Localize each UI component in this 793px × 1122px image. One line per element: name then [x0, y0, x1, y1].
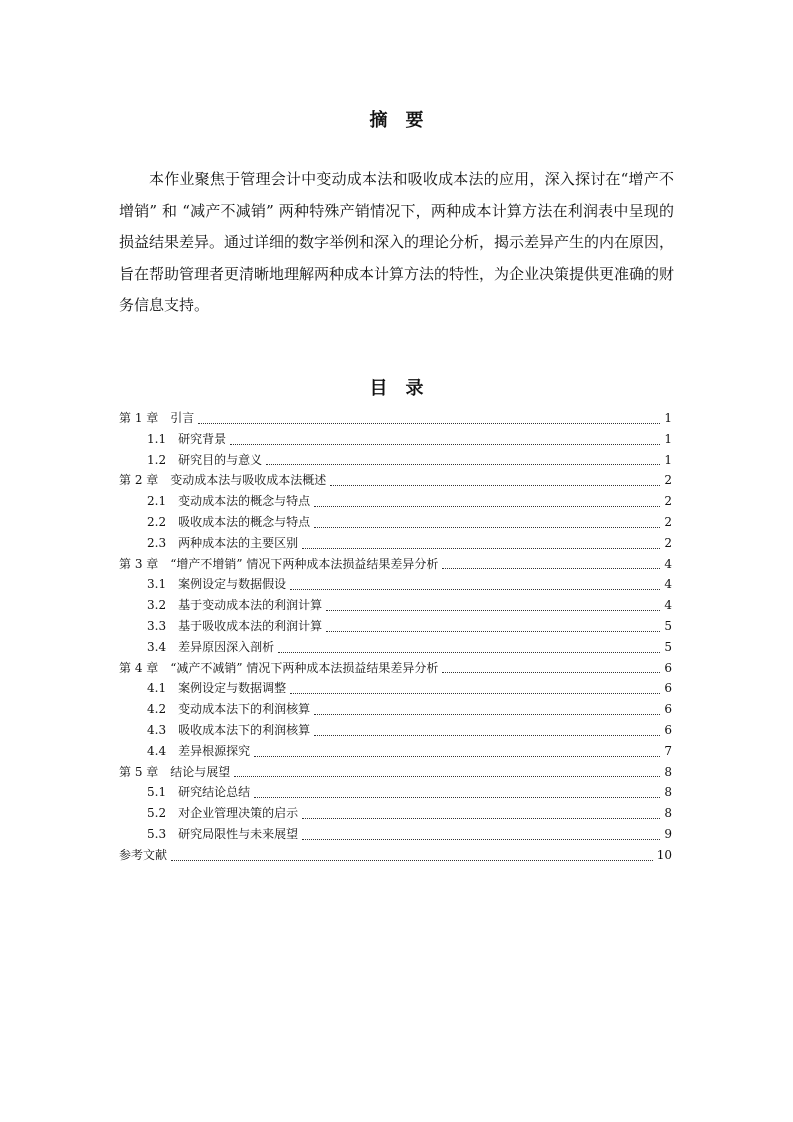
- toc-entry-text: 吸收成本法的概念与特点: [178, 514, 311, 529]
- toc-entry-label: [119, 658, 440, 679]
- toc-entry-number: 第 2 章: [119, 473, 159, 488]
- toc-entry-number: 第 4 章: [119, 660, 159, 675]
- toc-entry-label: [147, 491, 312, 512]
- toc-entry-text: 案例设定与数据调整: [178, 681, 287, 696]
- toc-entry-number: 4.3: [147, 722, 167, 737]
- toc-entry[interactable]: [119, 845, 672, 866]
- toc-entry-page-number: 1: [664, 411, 672, 425]
- toc-entry-label: [147, 512, 312, 533]
- toc-entry[interactable]: [119, 741, 672, 762]
- toc-entry[interactable]: [119, 429, 672, 450]
- toc-leader-dots: [442, 568, 660, 569]
- toc-leader-dots: [314, 735, 660, 736]
- toc-entry-page-number: 4: [664, 598, 672, 613]
- toc-entry-text: 结论与展望: [170, 764, 231, 779]
- toc-entry-label: [147, 616, 324, 637]
- toc-leader-dots: [290, 589, 660, 590]
- toc-entry[interactable]: [119, 762, 672, 783]
- toc-entry[interactable]: [119, 637, 672, 658]
- toc-entry-label: [119, 470, 328, 491]
- toc-entry-text: 基于变动成本法的利润计算: [178, 598, 323, 613]
- toc-entry-label: [147, 782, 252, 803]
- toc-entry-text: “增产不增销” 情况下两种成本法损益结果差异分析: [170, 556, 439, 571]
- toc-entry-label: [147, 803, 300, 824]
- toc-entry-text: 引言: [170, 411, 195, 425]
- toc-entry-text: 研究背景: [178, 431, 227, 446]
- toc-entry-number: 4.1: [147, 681, 167, 696]
- toc-entry[interactable]: [119, 720, 672, 741]
- toc-entry-page-number: 1: [664, 452, 672, 467]
- toc-entry-page-number: 6: [664, 660, 672, 675]
- toc-entry-number: 3.1: [147, 577, 167, 592]
- toc-entry-page-number: 5: [664, 618, 672, 633]
- toc-entry-label: [147, 678, 288, 699]
- toc-entry-label: [147, 824, 300, 845]
- toc-leader-dots: [330, 485, 660, 486]
- toc-entry-number: 第 5 章: [119, 764, 159, 779]
- abstract-title-char-1: 摘: [369, 110, 388, 131]
- toc-entry-number: 3.3: [147, 618, 167, 633]
- toc-entry-page-number: 4: [664, 556, 672, 571]
- toc-entry-label: [119, 845, 169, 866]
- toc-leader-dots: [302, 818, 660, 819]
- toc-entry[interactable]: [119, 491, 672, 512]
- toc-entry-label: [147, 574, 288, 595]
- toc-entry-page-number: 2: [664, 514, 672, 529]
- toc-leader-dots: [234, 776, 660, 777]
- toc-entry-label: [147, 637, 276, 658]
- toc-entry-text: 案例设定与数据假设: [178, 577, 287, 592]
- toc-title-char-1: 目: [369, 378, 388, 399]
- toc-leader-dots: [326, 610, 660, 611]
- toc-entry-label: [147, 720, 312, 741]
- toc-leader-dots: [314, 714, 660, 715]
- abstract-body: 本作业聚焦于管理会计中变动成本法和吸收成本法的应用，深入探讨在“增产不增销” 和 “减产不减销” 两种特殊产销情况下，两种成本计算方法在利润表中呈现的损益结果差异。通过详细的数字举例和深入的理论分析，揭示差异产生的内在原因，旨在帮助管理者更清晰地理解两种成本计算方法的特性，为企业决策提供更准确的财务信息支持。: [119, 170, 675, 314]
- toc-entry-number: 5.2: [147, 806, 167, 821]
- toc-entry-text: 基于吸收成本法的利润计算: [178, 618, 323, 633]
- toc-entry-page-number: 9: [664, 826, 672, 841]
- toc-entry[interactable]: [119, 450, 672, 471]
- toc-leader-dots: [230, 444, 660, 445]
- toc-entry[interactable]: [119, 678, 672, 699]
- toc-entry-number: 4.2: [147, 702, 167, 717]
- toc-entry[interactable]: [119, 512, 672, 533]
- toc-leader-dots: [302, 548, 660, 549]
- toc-title: [0, 374, 793, 400]
- toc-entry[interactable]: [119, 554, 672, 575]
- toc-entry-number: 3.4: [147, 639, 167, 654]
- toc-entry-label: [147, 450, 264, 471]
- toc-leader-dots: [314, 506, 660, 507]
- toc-entry-number: 5.1: [147, 785, 167, 800]
- toc-entry-page-number: 2: [664, 473, 672, 488]
- toc-entry-text: 研究结论总结: [178, 785, 251, 800]
- toc-entry-label: [147, 741, 252, 762]
- toc-entry-page-number: 7: [664, 743, 672, 758]
- abstract-title: [0, 106, 793, 132]
- toc-entry[interactable]: [119, 595, 672, 616]
- toc-entry-text: 参考文献: [119, 847, 168, 862]
- toc-entry[interactable]: [119, 782, 672, 803]
- toc-entry[interactable]: [119, 803, 672, 824]
- toc-entry-number: 5.3: [147, 826, 167, 841]
- toc-leader-dots: [326, 631, 660, 632]
- toc-entry-label: [119, 762, 232, 783]
- toc-leader-dots: [302, 839, 660, 840]
- toc-entry-number: 第 3 章: [119, 556, 159, 571]
- toc-entry-number: 2.1: [147, 494, 167, 509]
- toc-entry[interactable]: [119, 616, 672, 637]
- toc-entry[interactable]: [119, 699, 672, 720]
- toc-entry-page-number: 8: [664, 785, 672, 800]
- toc-title-char-2: 录: [405, 378, 424, 399]
- toc-leader-dots: [266, 464, 660, 465]
- toc-leader-dots: [254, 797, 660, 798]
- toc-entry[interactable]: [119, 533, 672, 554]
- toc-entry-page-number: 6: [664, 702, 672, 717]
- toc-entry-number: 1.2: [147, 452, 167, 467]
- toc-leader-dots: [278, 652, 660, 653]
- toc-entry[interactable]: [119, 408, 672, 429]
- toc-entry[interactable]: [119, 574, 672, 595]
- toc-entry-text: 差异根源探究: [178, 743, 251, 758]
- toc-leader-dots: [171, 860, 653, 861]
- toc-entry-text: 变动成本法下的利润核算: [178, 702, 311, 717]
- abstract-title-char-2: 要: [405, 110, 424, 131]
- toc-entry-text: 研究目的与意义: [178, 452, 263, 467]
- toc-entry-label: [147, 699, 312, 720]
- toc-entry[interactable]: [119, 470, 672, 491]
- toc-entry-page-number: 4: [664, 577, 672, 592]
- toc-entry-page-number: 8: [664, 764, 672, 779]
- toc-entry-label: [147, 533, 300, 554]
- toc-entry-label: [147, 595, 324, 616]
- toc-entry-page-number: 2: [664, 535, 672, 550]
- toc-entry-page-number: 1: [664, 431, 672, 446]
- toc-entry-text: 研究局限性与未来展望: [178, 826, 299, 841]
- toc-entry-label: [147, 429, 228, 450]
- toc-leader-dots: [314, 527, 660, 528]
- toc-entry-number: 第 1 章: [119, 411, 159, 425]
- toc-entry-text: 差异原因深入剖析: [178, 639, 275, 654]
- toc-leader-dots: [254, 756, 660, 757]
- toc-leader-dots: [198, 423, 660, 424]
- toc-entry-text: 变动成本法与吸收成本法概述: [170, 473, 327, 488]
- toc-entry[interactable]: [119, 658, 672, 679]
- toc-entry-number: 4.4: [147, 743, 167, 758]
- toc-entry-label: [119, 408, 196, 429]
- toc-entry-number: 2.2: [147, 514, 167, 529]
- toc-entry-number: 2.3: [147, 535, 167, 550]
- toc-entry-label: [119, 554, 440, 575]
- toc-entry-page-number: 8: [664, 806, 672, 821]
- toc-entry-text: 两种成本法的主要区别: [178, 535, 299, 550]
- toc-entry[interactable]: [119, 824, 672, 845]
- toc-entry-text: “减产不减销” 情况下两种成本法损益结果差异分析: [170, 660, 439, 675]
- toc-leader-dots: [290, 693, 660, 694]
- toc-entry-page-number: 2: [664, 494, 672, 509]
- toc-entry-number: 3.2: [147, 598, 167, 613]
- toc-entry-text: 变动成本法的概念与特点: [178, 494, 311, 509]
- toc-entry-number: 1.1: [147, 431, 167, 446]
- toc-leader-dots: [442, 672, 660, 673]
- toc-entry-text: 吸收成本法下的利润核算: [178, 722, 311, 737]
- toc-entry-page-number: 6: [664, 681, 672, 696]
- toc-entry-page-number: 10: [656, 847, 672, 862]
- toc-entry-text: 对企业管理决策的启示: [178, 806, 299, 821]
- table-of-contents: [119, 408, 672, 866]
- toc-entry-page-number: 5: [664, 639, 672, 654]
- toc-entry-page-number: 6: [664, 722, 672, 737]
